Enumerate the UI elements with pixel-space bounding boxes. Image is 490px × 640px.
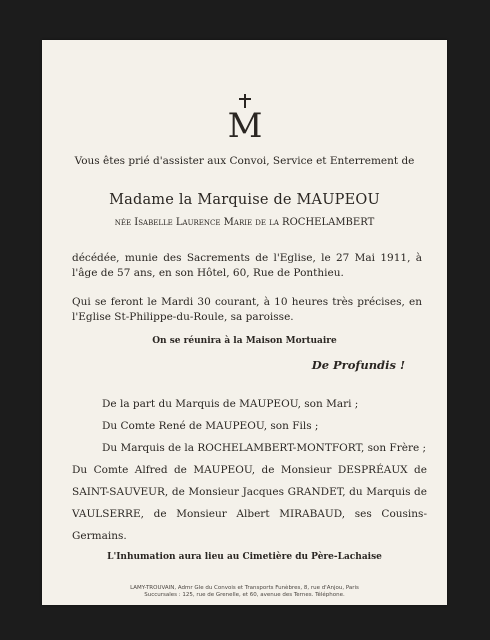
printer-branches: Succursales : 125, rue de Grenelle, et 60, avenue des Ternes. Téléphone. — [144, 592, 345, 598]
family-line-son: Du Comte René de MAUPEOU, son Fils ; — [102, 420, 319, 432]
burial-note: L'Inhumation aura lieu au Cimetière du Père-Lachaise — [107, 552, 382, 562]
printer-imprint: LAMY-TROUVAIN, Admr Gle du Convois et Transports Funèbres, 8, rue d'Anjou, Paris — [130, 585, 359, 591]
family-line-husband: De la part du Marquis de MAUPEOU, son Mari ; — [102, 398, 359, 410]
service-paragraph: Qui se feront le Mardi 30 courant, à 10 heures très précises, en l'Eglise St-Philippe-du-Roule, sa paroisse. — [72, 296, 422, 323]
deceased-name: Madame la Marquise de MAUPEOU — [109, 192, 380, 208]
svg-text:M: M — [227, 106, 263, 140]
family-line-brother: Du Marquis de la ROCHELAMBERT-MONTFORT, son Frère ; — [102, 442, 427, 454]
death-paragraph: décédée, munie des Sacrements de l'Eglise, le 27 Mai 1911, à l'âge de 57 ans, en son Hôtel, 60, Rue de Ponthieu. — [72, 252, 422, 279]
maiden-name: née Isabelle Laurence Marie de la ROCHELAMBERT — [114, 217, 375, 228]
de-profundis: De Profundis ! — [311, 358, 405, 372]
family-line-cousins: Du Comte Alfred de MAUPEOU, de Monsieur DESPRÉAUX de SAINT-SAUVEUR, de Monsieur Jacques GRANDET, du Marquis de VAULSERRE, de Monsieur Albert MIRABAUD, ses Cousins-Germains. — [72, 464, 427, 542]
gathering-note: On se réunira à la Maison Mortuaire — [152, 336, 337, 346]
invitation-text: Vous êtes prié d'assister aux Convoi, Service et Enterrement de — [74, 155, 415, 167]
cross-monogram-icon — [224, 92, 266, 140]
funeral-notice-card — [42, 40, 447, 605]
